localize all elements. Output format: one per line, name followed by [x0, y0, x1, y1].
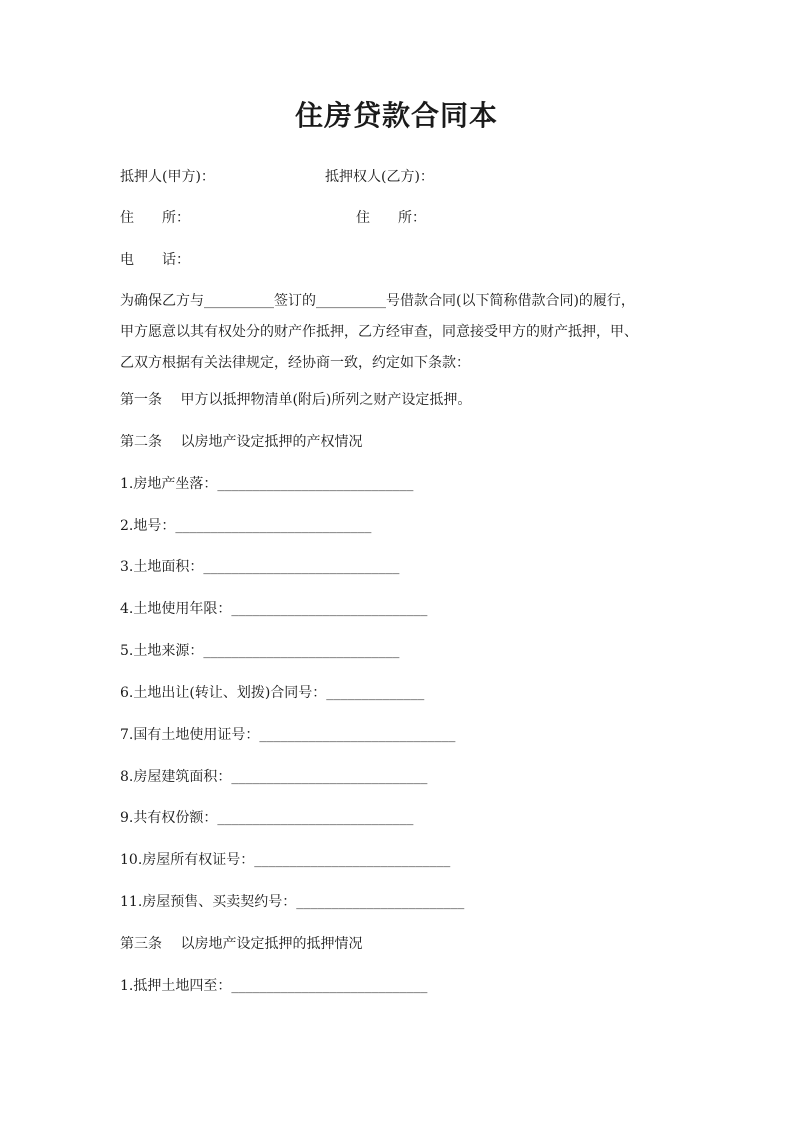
- article-2-item: 3.土地面积：____________________________: [120, 559, 400, 575]
- article-2-item: 2.地号：____________________________: [120, 518, 372, 534]
- article-2-item: 4.土地使用年限：____________________________: [120, 601, 428, 617]
- article-2-item: 9.共有权份额：____________________________: [120, 810, 414, 826]
- article-2-item: 6.土地出让(转让、划拨)合同号：______________: [120, 685, 425, 701]
- mortgagor-label: 抵押人(甲方)：: [120, 169, 215, 185]
- document-title: 住房贷款合同本: [294, 99, 498, 132]
- article-3-item: 1.抵押土地四至：____________________________: [120, 978, 428, 994]
- article-3-heading: 第三条 以房地产设定抵押的抵押情况: [120, 936, 363, 952]
- article-2-item: 8.房屋建筑面积：____________________________: [120, 769, 428, 785]
- article-1: 第一条 甲方以抵押物清单(附后)所列之财产设定抵押。: [120, 392, 472, 408]
- article-2-item: 10.房屋所有权证号：____________________________: [120, 852, 451, 868]
- intro-line: 为确保乙方与__________签订的__________号借款合同(以下简称借款合同)的履行，: [120, 293, 635, 309]
- phone-label: 电 话：: [120, 252, 190, 268]
- article-2-item: 7.国有土地使用证号：____________________________: [120, 727, 456, 743]
- address-label-right: 住 所：: [356, 210, 426, 226]
- article-2-item: 11.房屋预售、买卖契约号：________________________: [120, 894, 465, 910]
- address-label-left: 住 所：: [120, 210, 190, 226]
- article-2-item: 5.土地来源：____________________________: [120, 643, 400, 659]
- mortgagee-label: 抵押权人(乙方)：: [325, 169, 434, 185]
- intro-paragraph: [120, 286, 675, 379]
- intro-line: 乙双方根据有关法律规定，经协商一致，约定如下条款：: [120, 355, 470, 371]
- intro-line: 甲方愿意以其有权处分的财产作抵押，乙方经审查，同意接受甲方的财产抵押，甲、: [120, 324, 638, 340]
- article-2-item: 1.房地产坐落：____________________________: [120, 476, 414, 492]
- article-2-heading: 第二条 以房地产设定抵押的产权情况: [120, 434, 363, 450]
